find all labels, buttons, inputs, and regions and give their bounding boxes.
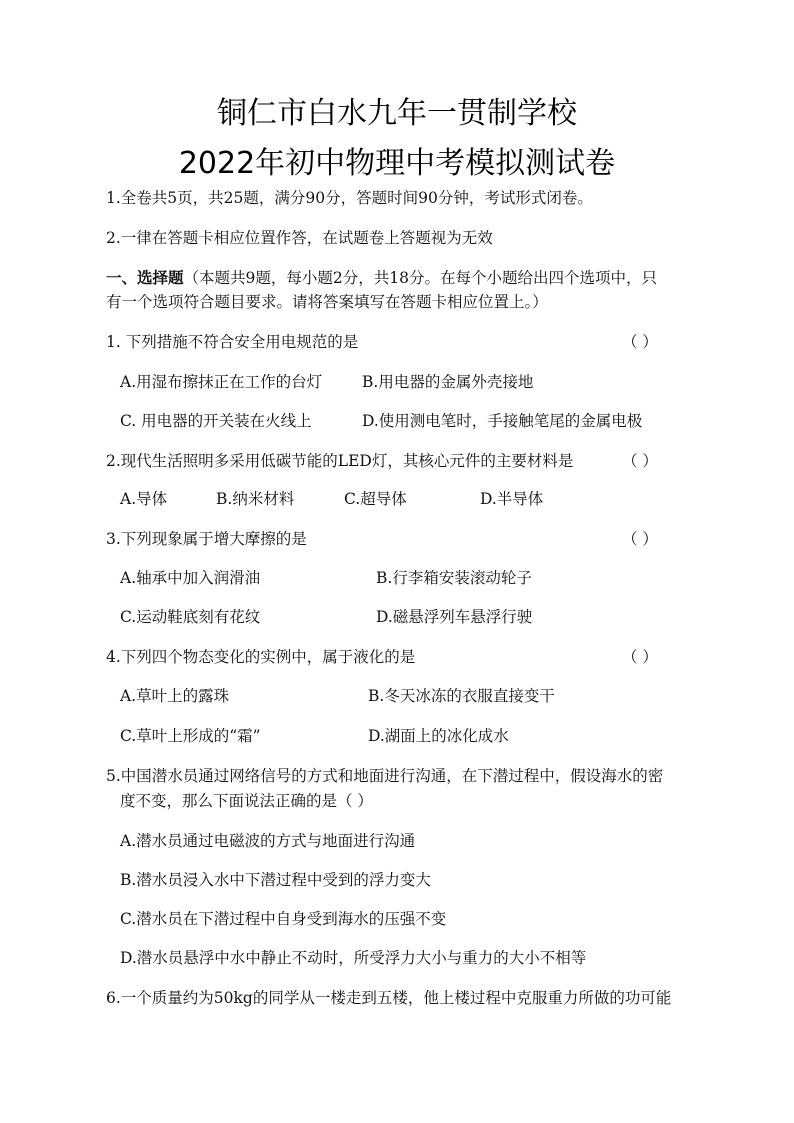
q5-option-c: C.潜水员在下潜过程中自身受到海水的压强不变 xyxy=(120,910,447,928)
q1-option-c: C. 用电器的开关装在火线上 xyxy=(120,412,312,430)
q2-option-c: C.超导体 xyxy=(344,490,407,508)
answer-bracket-2: （ ） xyxy=(622,452,658,470)
q3-option-d: D.磁悬浮列车悬浮行驶 xyxy=(376,608,533,626)
q4-option-c: C.草叶上形成的“霜” xyxy=(120,727,261,745)
question-3-stem: 3.下列现象属于增大摩擦的是 xyxy=(106,530,307,548)
q4-option-b: B.冬天冰冻的衣服直接变干 xyxy=(368,687,555,705)
exam-title: 2022年初中物理中考模拟测试卷 xyxy=(178,146,616,181)
section-heading: 一、选择题 xyxy=(106,268,184,287)
q4-option-a: A.草叶上的露珠 xyxy=(120,687,230,705)
q4-option-d: D.湖面上的冰化成水 xyxy=(368,727,509,745)
question-6-stem: 6.一个质量约为50kg的同学从一楼走到五楼，他上楼过程中克服重力所做的功可能 xyxy=(106,989,672,1007)
school-title: 铜仁市白水九年一贯制学校 xyxy=(217,96,577,131)
question-1-stem: 1. 下列措施不符合安全用电规范的是 xyxy=(106,333,359,351)
answer-bracket-3: （ ） xyxy=(622,530,658,548)
q3-option-b: B.行李箱安装滚动轮子 xyxy=(376,569,532,587)
answer-bracket-1: （ ） xyxy=(622,333,658,351)
q3-option-c: C.运动鞋底刻有花纹 xyxy=(120,608,261,626)
q2-option-a: A.导体 xyxy=(120,490,168,508)
q5-option-b: B.潜水员浸入水中下潜过程中受到的浮力变大 xyxy=(120,871,431,889)
q3-option-a: A.轴承中加入润滑油 xyxy=(120,569,261,587)
q1-option-b: B.用电器的金属外壳接地 xyxy=(362,373,534,391)
q5-option-a: A.潜水员通过电磁波的方式与地面进行沟通 xyxy=(120,832,416,850)
question-5-stem-line-1: 5.中国潜水员通过网络信号的方式和地面进行沟通，在下潜过程中，假设海水的密 xyxy=(106,767,664,785)
section-desc: （本题共9题，每小题2分，共18分。在每个小题给出四个选项中，只 xyxy=(183,269,657,287)
question-5-stem-line-2: 度不变，那么下面说法正确的是（ ） xyxy=(120,792,373,810)
answer-bracket-4: （ ） xyxy=(622,648,658,666)
question-4-stem: 4.下列四个物态变化的实例中，属于液化的是 xyxy=(106,648,416,666)
q2-option-d: D.半导体 xyxy=(480,490,544,508)
q5-option-d: D.潜水员悬浮中水中静止不动时，所受浮力大小与重力的大小不相等 xyxy=(120,949,587,967)
q1-option-d: D.使用测电笔时，手接触笔尾的金属电极 xyxy=(362,412,643,430)
q2-option-b: B.纳米材料 xyxy=(216,490,295,508)
section-intro-line-1 xyxy=(106,268,657,288)
question-2-stem: 2.现代生活照明多采用低碳节能的LED灯，其核心元件的主要材料是 xyxy=(106,452,574,470)
note-2: 2.一律在答题卡相应位置作答，在试题卷上答题视为无效 xyxy=(106,229,493,247)
section-intro-line-2: 有一个选项符合题目要求。请将答案填写在答题卡相应位置上。） xyxy=(106,293,548,311)
q1-option-a: A.用湿布擦抹正在工作的台灯 xyxy=(120,373,323,391)
note-1: 1.全卷共5页，共25题，满分90分，答题时间90分钟，考试形式闭卷。 xyxy=(106,189,593,207)
